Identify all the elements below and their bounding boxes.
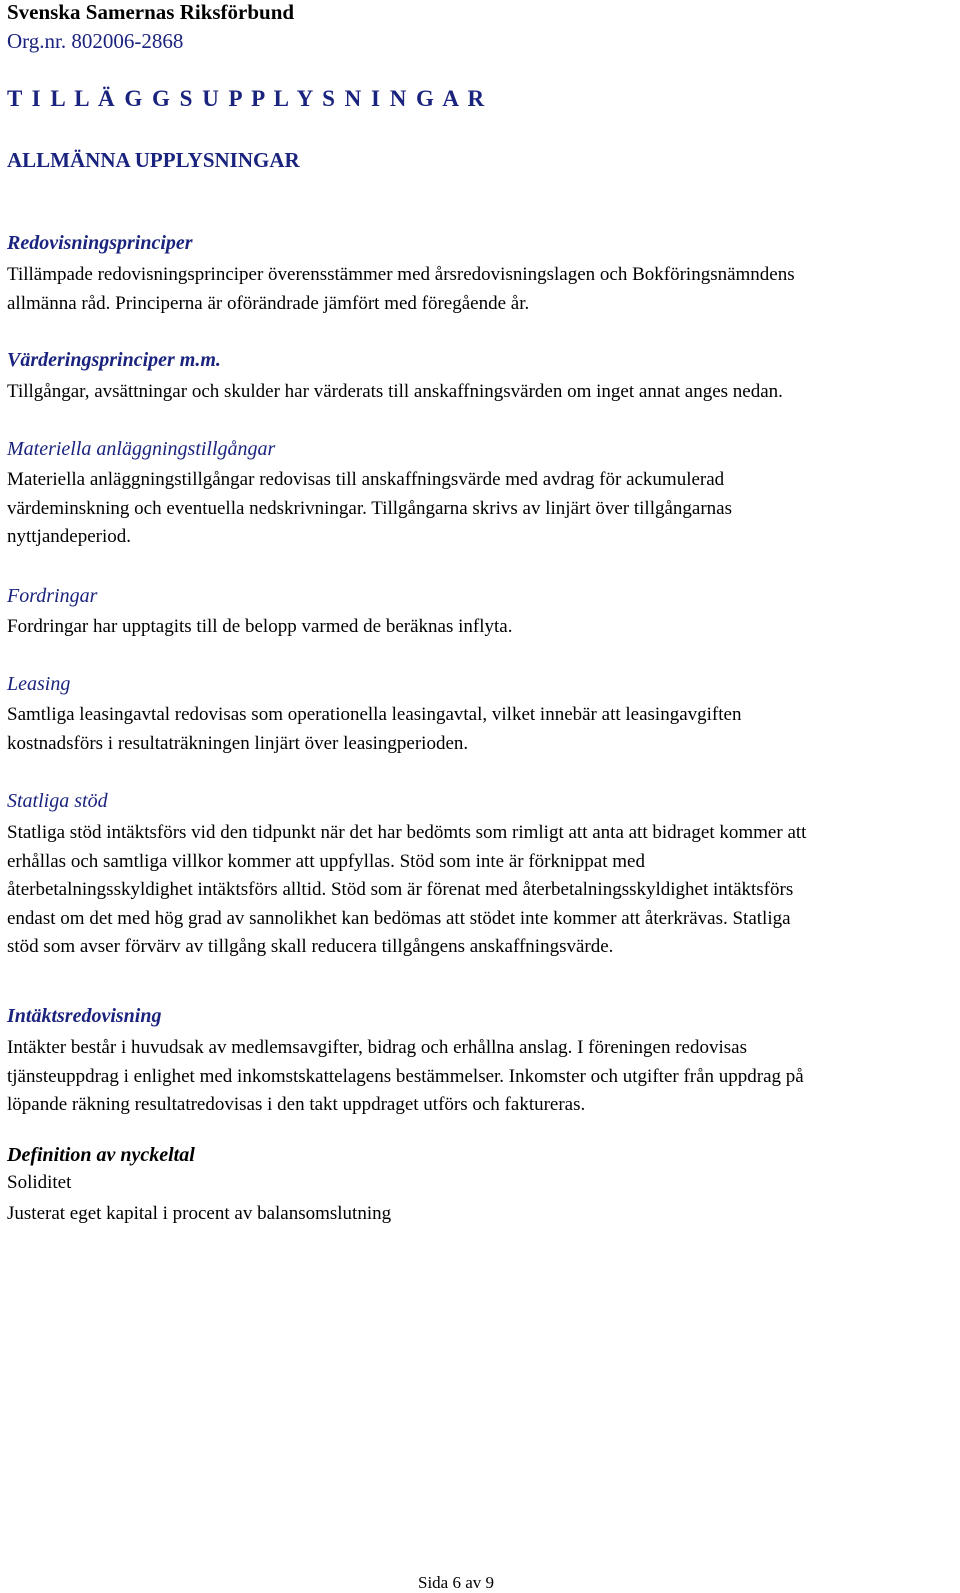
- text-line: kostnadsförs i resultaträkningen linjärt över leasingperioden.: [7, 732, 469, 754]
- paragraph-leasing: [7, 701, 741, 758]
- paragraph-statliga-stod: [7, 819, 806, 962]
- organization-number: Org.nr. 802006-2868: [7, 29, 184, 53]
- text-line: allmänna råd. Principerna är oförändrade jämfört med föregående år.: [7, 292, 530, 314]
- text-line: Materiella anläggningstillgångar redovisas till anskaffningsvärde med avdrag för ackumulerad: [7, 469, 725, 490]
- nyckeltal-definition: Justerat eget kapital i procent av balansomslutning: [7, 1203, 392, 1224]
- heading-fordringar: Fordringar: [7, 585, 98, 607]
- heading-intaktsredovisning: Intäktsredovisning: [7, 1005, 162, 1027]
- text-line: Tillgångar, avsättningar och skulder har värderats till anskaffningsvärden om inget annat anges nedan.: [7, 381, 783, 402]
- paragraph-varderingsprinciper: [7, 378, 783, 407]
- page-title: T I L L Ä G G S U P P L Y S N I N G A R: [7, 86, 487, 111]
- text-line: Statliga stöd intäktsförs vid den tidpunkt när det har bedömts som rimligt att anta att bidraget kommer att: [7, 822, 807, 843]
- text-line: värdeminskning och eventuella nedskrivningar. Tillgångarna skrivs av linjärt över tillgångarnas: [7, 497, 733, 519]
- heading-statliga-stod: Statliga stöd: [7, 790, 108, 812]
- heading-definition-av-nyckeltal: Definition av nyckeltal: [7, 1144, 195, 1166]
- paragraph-redovisningsprinciper: [7, 261, 795, 318]
- text-line: stöd som avser förvärv av tillgång skall reducera tillgångens anskaffningsvärde.: [7, 936, 614, 957]
- text-line: Intäkter består i huvudsak av medlemsavgifter, bidrag och erhållna anslag. I föreningen redovisas: [7, 1037, 747, 1058]
- page-number: Sida 6 av 9: [418, 1573, 495, 1592]
- text-line: löpande räkning resultatredovisas i den takt uppdraget utförs och faktureras.: [7, 1094, 586, 1115]
- organization-name: Svenska Samernas Riksförbund: [7, 0, 295, 24]
- heading-leasing: Leasing: [7, 673, 71, 695]
- text-line: endast om det med hög grad av sannolikhet kan bedömas att stödet inte kommer att återkrävas. Statliga: [7, 907, 791, 929]
- text-line: tjänsteuppdrag i enlighet med inkomstskattelagens bestämmelser. Inkomster och utgifter från uppdrag på: [7, 1065, 804, 1087]
- text-line: Fordringar har upptagits till de belopp varmed de beräknas inflyta.: [7, 616, 513, 637]
- paragraph-fordringar: [7, 613, 512, 642]
- nyckeltal-name: Soliditet: [7, 1172, 72, 1193]
- heading-materiella-anlaggningstillgangar: Materiella anläggningstillgångar: [7, 438, 276, 460]
- text-line: nyttjandeperiod.: [7, 526, 131, 547]
- text-line: erhållas och samtliga villkor kommer att uppfyllas. Stöd som inte är förknippat med: [7, 850, 645, 872]
- text-line: återbetalningsskyldighet intäktsförs alltid. Stöd som är förenat med återbetalningsskyldighet intäktsförs: [7, 879, 794, 900]
- text-line: Samtliga leasingavtal redovisas som operationella leasingavtal, vilket innebär att leasingavgiften: [7, 704, 742, 725]
- heading-varderingsprinciper: Värderingsprinciper m.m.: [7, 349, 221, 371]
- section-title: ALLMÄNNA UPPLYSNINGAR: [7, 148, 300, 172]
- paragraph-materiella-anlaggningstillgangar: [7, 466, 732, 552]
- text-line: Tillämpade redovisningsprinciper överensstämmer med årsredovisningslagen och Bokföringsnämndens: [7, 264, 795, 285]
- paragraph-intaktsredovisning: [7, 1034, 804, 1120]
- heading-redovisningsprinciper: Redovisningsprinciper: [7, 232, 193, 254]
